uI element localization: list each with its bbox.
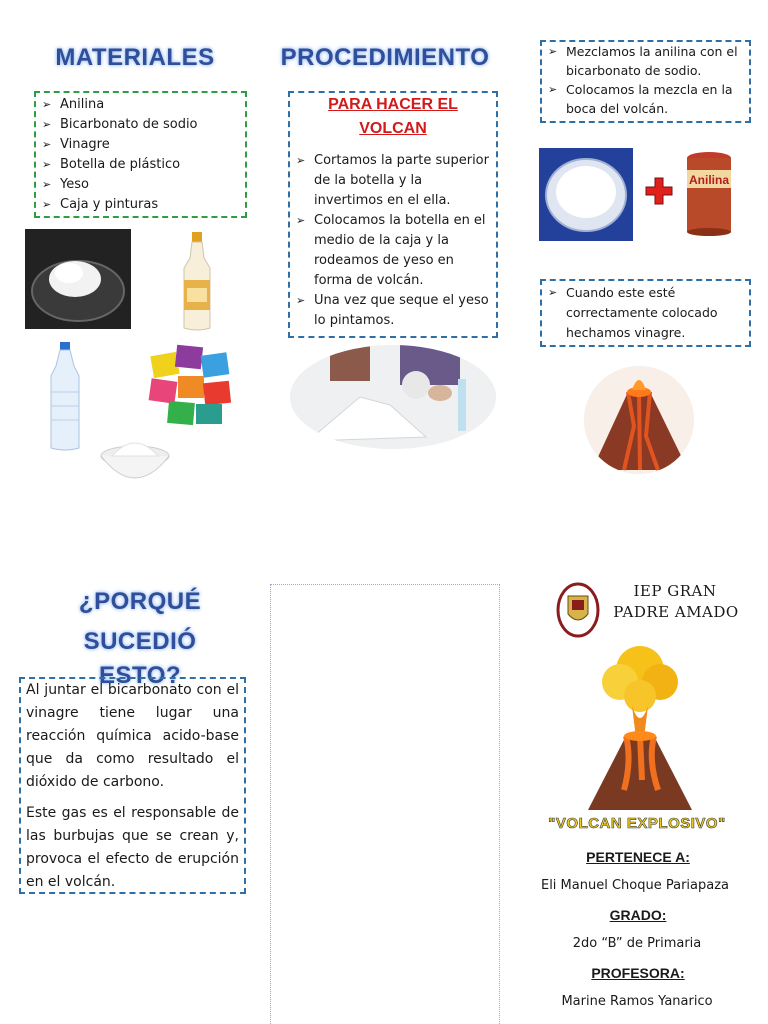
student-name: Eli Manuel Choque Pariapaza	[540, 878, 730, 893]
list-item: ➢ Cuando este esté correctamente colocado hechamos vinagre.	[548, 283, 743, 343]
school-name-line2: PADRE AMADO	[613, 603, 739, 621]
paint-bags-photo	[148, 344, 234, 428]
erupting-volcano-photo	[584, 366, 694, 474]
porque-paragraph-1: Al juntar el bicarbonato con el vinagre tiene lugar una reacción química acido-base que da como resultado el dióxido de carbono.	[26, 682, 239, 790]
grado-label: GRADO:	[609, 907, 667, 923]
porque-heading-line2: SUCEDIÓ ESTO?	[83, 628, 197, 689]
flour-photo	[25, 229, 131, 329]
profesora-label: PROFESORA:	[591, 965, 685, 981]
list-item: ➢ Caja y pinturas	[42, 195, 239, 215]
porque-heading-line1: ¿PORQUÉ	[78, 588, 202, 615]
procedimiento-box-title: PARA HACER EL VOLCAN	[328, 96, 458, 137]
porque-box	[19, 677, 246, 894]
project-title: "VOLCAN EXPLOSIVO"	[548, 815, 726, 832]
list-item: ➢ Colocamos la botella en el medio de la caja y la rodeamos de yeso en forma de volcán.	[296, 211, 490, 291]
empty-panel	[270, 584, 500, 1024]
bicarbonate-photo	[539, 148, 633, 241]
mezcla-box	[540, 40, 751, 123]
vinegar-bottle-photo	[180, 232, 214, 332]
plastic-bottle-photo	[48, 342, 82, 452]
procedimiento-steps	[296, 151, 490, 331]
procedimiento-heading: PROCEDIMIENTO	[280, 44, 490, 71]
plus-icon	[644, 176, 674, 206]
list-item: ➢ Botella de plástico	[42, 155, 239, 175]
list-item: ➢ Colocamos la mezcla en la boca del volcán.	[548, 80, 743, 118]
gypsum-bowl-photo	[96, 428, 174, 492]
porque-paragraph-2: Este gas es el responsable de las burbujas que se crean y, provoca el efecto de erupción en el volcán.	[26, 805, 239, 890]
list-item: ➢ Yeso	[42, 175, 239, 195]
materiales-heading: MATERIALES	[55, 44, 215, 71]
vinagre-box	[540, 279, 751, 347]
school-crest-icon	[556, 582, 600, 638]
list-item: ➢ Cortamos la parte superior de la botella y la invertimos en el ella.	[296, 151, 490, 211]
kids-building-volcano-photo	[290, 345, 496, 449]
list-item: ➢ Una vez que seque el yeso lo pintamos.	[296, 291, 490, 331]
mezcla-steps	[548, 42, 743, 118]
list-item: ➢ Anilina	[42, 95, 239, 115]
svg-text:Anilina: Anilina	[688, 173, 730, 187]
materiales-list	[42, 95, 239, 215]
list-item: ➢ Vinagre	[42, 135, 239, 155]
grado-value: 2do “B” de Primaria	[572, 936, 702, 951]
anilina-can-photo	[684, 150, 734, 236]
cartoon-volcano-illustration	[584, 640, 696, 816]
school-name-line1: IEP GRAN	[633, 582, 717, 600]
pertenece-label: PERTENECE A:	[586, 849, 690, 865]
vinagre-steps	[548, 283, 743, 343]
list-item: ➢ Mezclamos la anilina con el bicarbonato de sodio.	[548, 42, 743, 80]
profesora-name: Marine Ramos Yanarico	[561, 994, 713, 1009]
procedimiento-box	[288, 91, 498, 338]
materiales-box	[34, 91, 247, 218]
list-item: ➢ Bicarbonato de sodio	[42, 115, 239, 135]
